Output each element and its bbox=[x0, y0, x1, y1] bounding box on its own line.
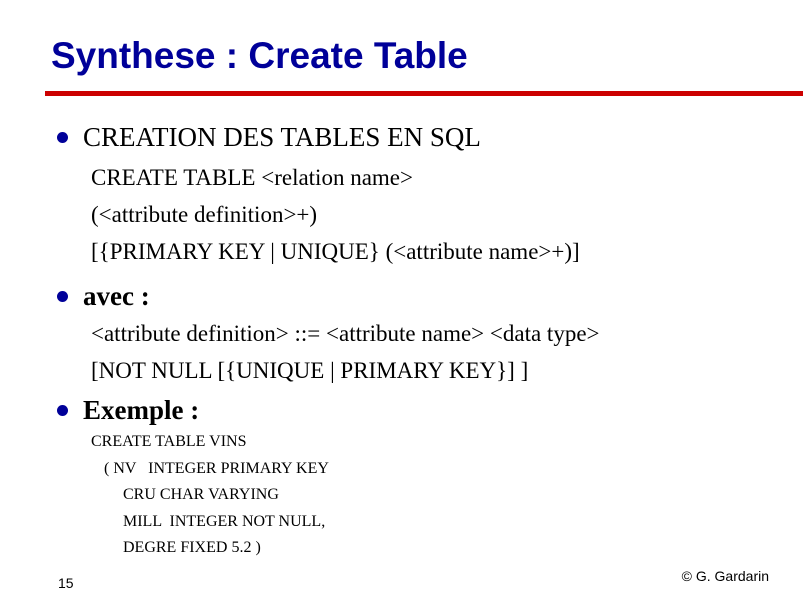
code-line: MILL INTEGER NOT NULL, bbox=[123, 513, 326, 530]
syntax-line: (<attribute definition>+) bbox=[91, 202, 318, 227]
syntax-line: CREATE TABLE <relation name> bbox=[91, 165, 413, 190]
bullet-icon bbox=[57, 405, 68, 416]
code-line: CREATE TABLE VINS bbox=[91, 433, 247, 450]
bullet-icon bbox=[57, 132, 68, 143]
section-heading-avec: avec : bbox=[83, 281, 150, 311]
page-number: 15 bbox=[58, 575, 74, 591]
syntax-line: [{PRIMARY KEY | UNIQUE} (<attribute name>+)] bbox=[91, 239, 580, 264]
bullet-icon bbox=[57, 291, 68, 302]
copyright-credit: © G. Gardarin bbox=[681, 568, 769, 584]
code-line: ( NV INTEGER PRIMARY KEY bbox=[104, 460, 329, 477]
title-underline-rule bbox=[45, 91, 803, 96]
definition-line: <attribute definition> ::= <attribute name> <data type> bbox=[91, 321, 600, 346]
definition-line: [NOT NULL [{UNIQUE | PRIMARY KEY}] ] bbox=[91, 358, 529, 383]
code-line: CRU CHAR VARYING bbox=[123, 486, 279, 503]
section-heading-creation: CREATION DES TABLES EN SQL bbox=[83, 122, 481, 152]
section-heading-exemple: Exemple : bbox=[83, 395, 200, 425]
slide-title: Synthese : Create Table bbox=[51, 35, 468, 76]
code-line: DEGRE FIXED 5.2 ) bbox=[123, 539, 261, 556]
